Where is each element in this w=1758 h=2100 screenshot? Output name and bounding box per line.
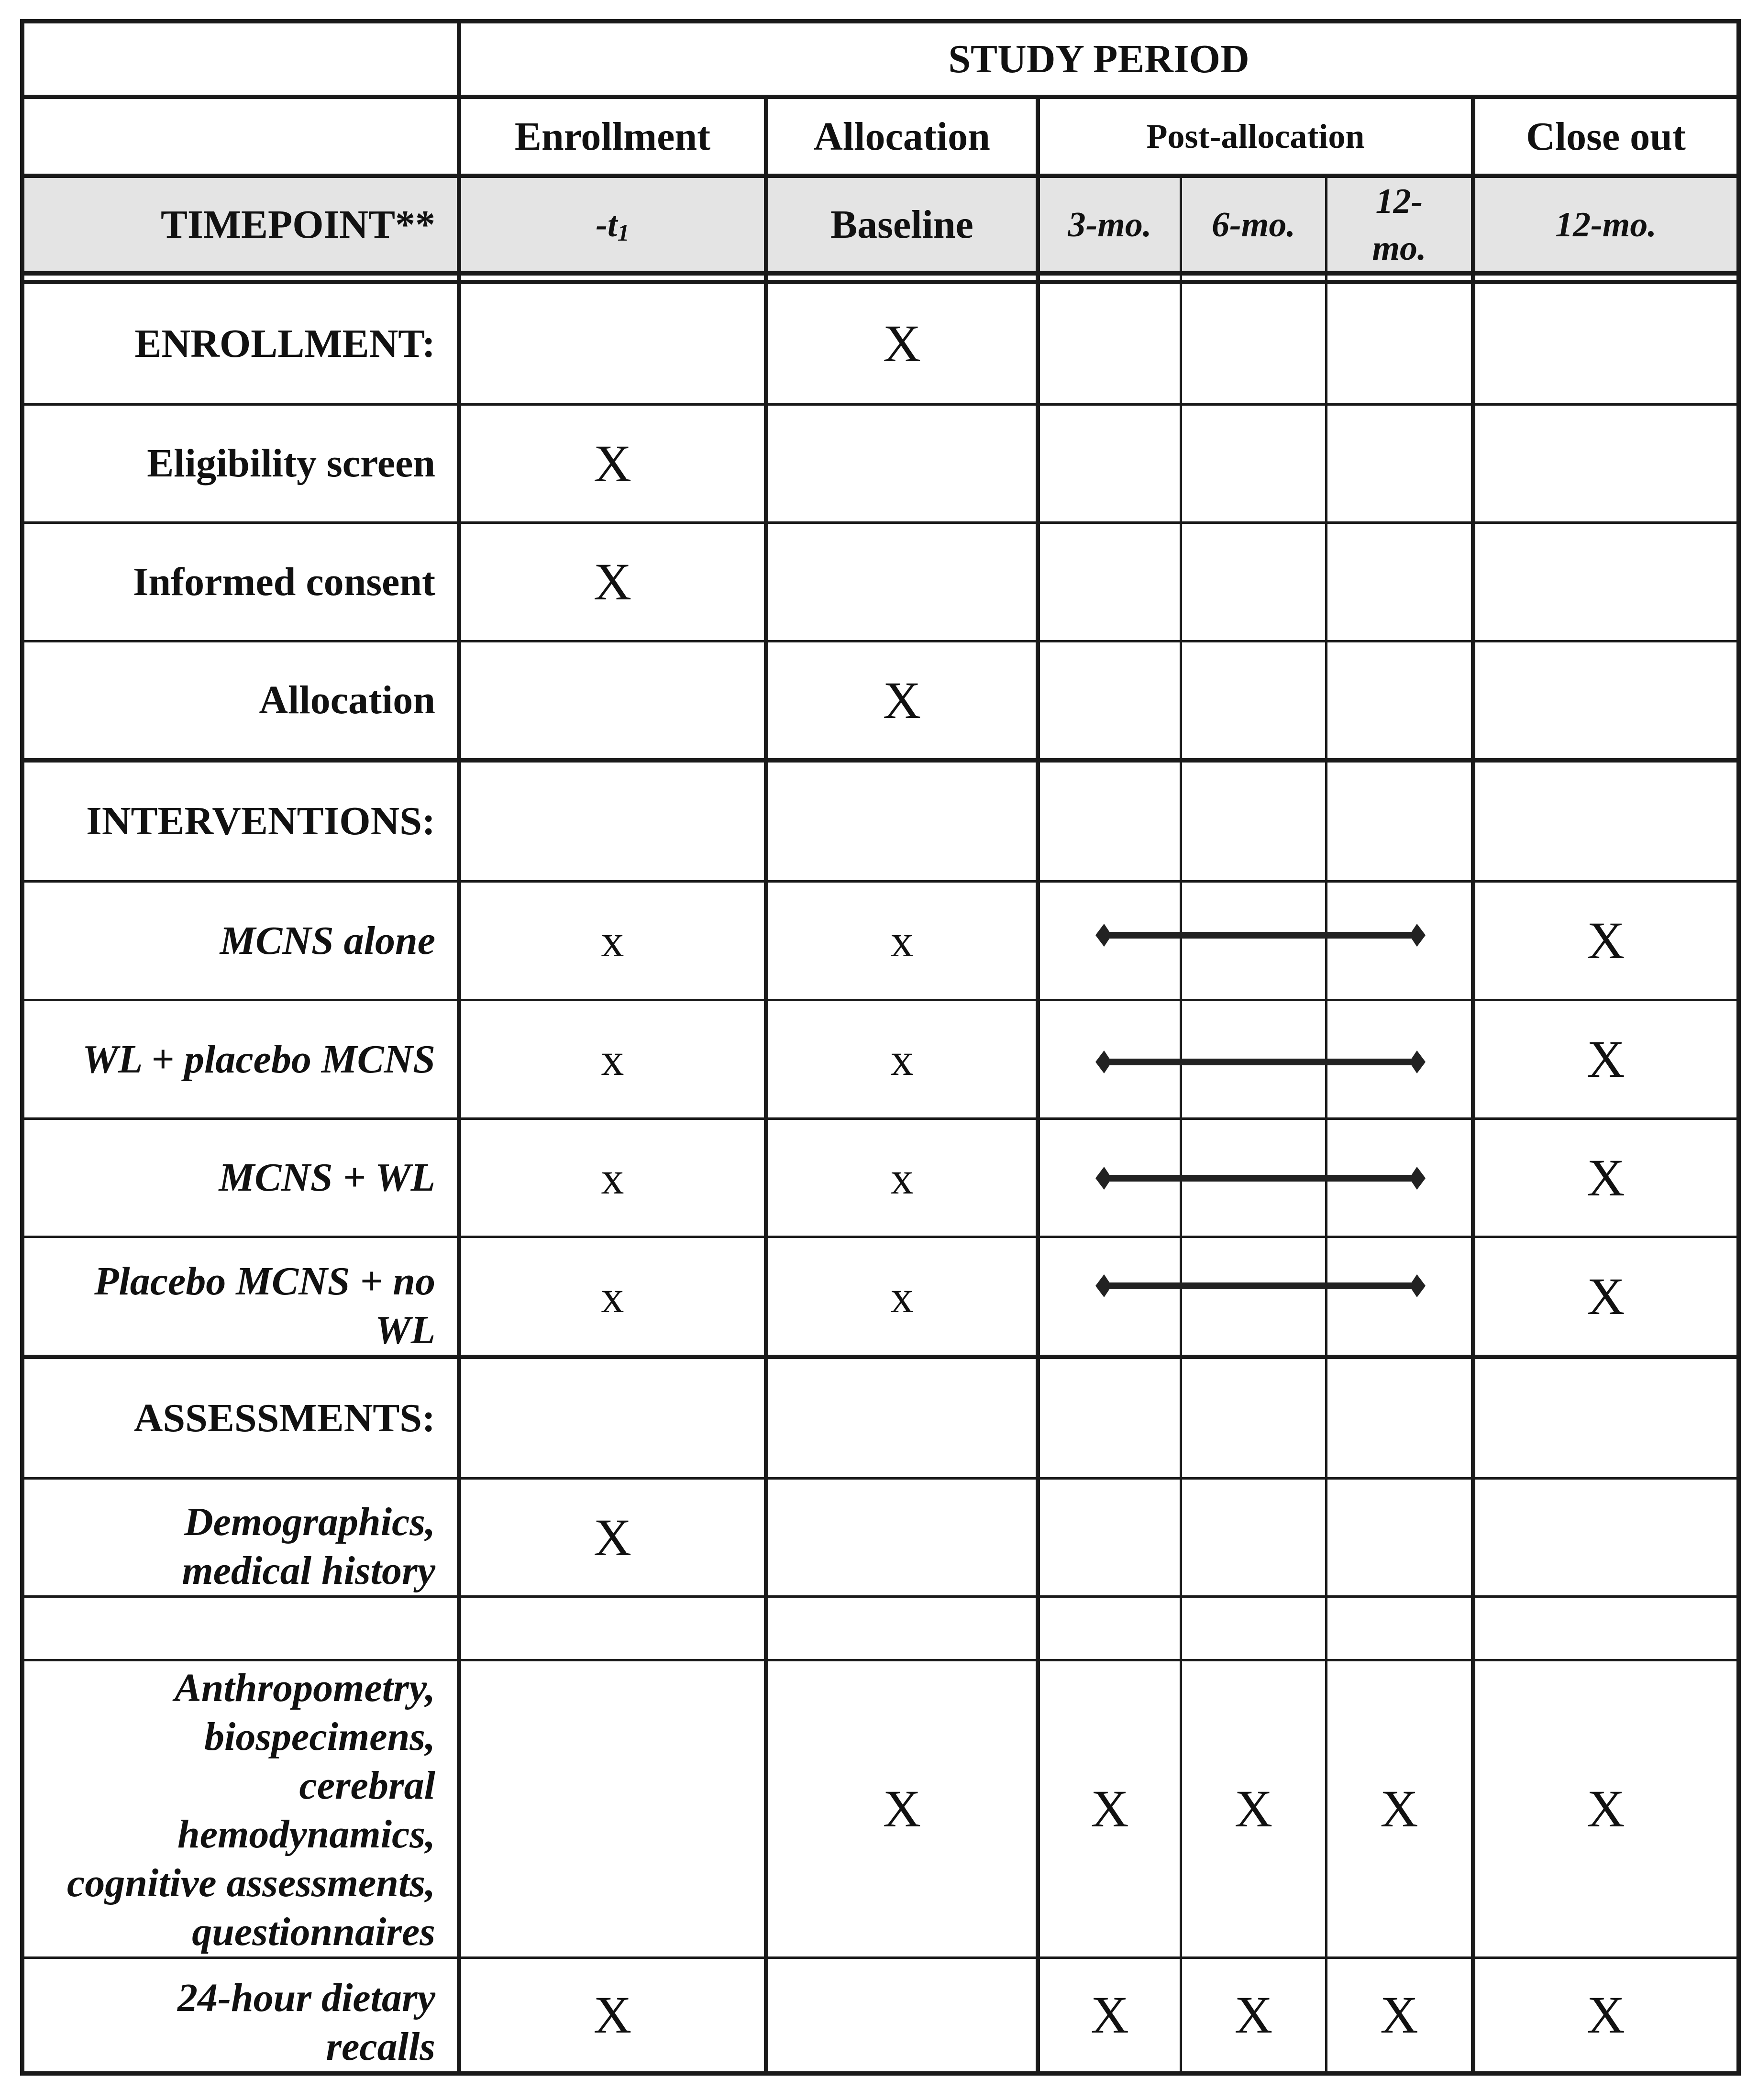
rule-col <box>1471 95 1475 2074</box>
row-label-anthropometry-line2: biospecimens, <box>204 1714 435 1759</box>
cell-mark: x <box>601 1271 624 1322</box>
timepoint-t1-subscript: 1 <box>617 219 630 246</box>
cell-mark: X <box>883 314 921 373</box>
row-label-dietary-recalls <box>29 1959 435 2071</box>
rule-phase <box>20 95 1741 99</box>
cell-mark: X <box>1091 1986 1129 2044</box>
timepoint-t1-prefix: -t <box>596 205 618 244</box>
phase-enrollment: Enrollment <box>514 114 711 159</box>
cell-mark: X <box>1091 1779 1129 1838</box>
timepoint-3mo: 3-mo. <box>1068 205 1152 244</box>
row-label-dietary-recalls-line2: recalls <box>326 2024 435 2069</box>
table-border-right <box>1736 22 1741 2074</box>
cell-mark: x <box>601 1152 624 1204</box>
cell-mark: X <box>1587 1779 1625 1838</box>
ongoing-intervention-arrow <box>1095 921 1426 950</box>
cell-mark: X <box>883 671 921 729</box>
row-label-placebo-nowl-line2: WL <box>375 1308 435 1352</box>
ongoing-intervention-arrow <box>1095 1164 1426 1193</box>
rule-double-b <box>20 280 1741 284</box>
cell-mark: X <box>1587 1148 1625 1207</box>
table-border-left <box>20 22 24 2074</box>
row-label-demographics-line1: Demographics, <box>184 1500 435 1544</box>
cell-mark: x <box>601 915 624 966</box>
cell-mark: x <box>601 1034 624 1085</box>
cell-mark: X <box>593 1986 632 2044</box>
rule-double-a <box>20 271 1741 276</box>
rule-section <box>20 758 1741 763</box>
timepoint-6mo: 6-mo. <box>1212 205 1295 244</box>
phase-post-allocation: Post-allocation <box>1146 117 1365 155</box>
timepoint-close-12mo: 12-mo. <box>1555 205 1657 244</box>
timepoint-12mo <box>1327 178 1471 271</box>
timepoint-t1 <box>461 178 764 271</box>
row-label-dietary-recalls-line1: 24-hour dietary <box>177 1976 435 2020</box>
cell-mark: X <box>1234 1986 1273 2044</box>
ongoing-intervention-arrow <box>1095 1048 1426 1076</box>
cell-mark: X <box>1380 1779 1418 1838</box>
rule-timepoint <box>20 174 1741 178</box>
row-label-interventions: INTERVENTIONS: <box>86 799 435 843</box>
cell-mark: X <box>883 1779 921 1838</box>
row-label-enrollment: ENROLLMENT: <box>134 321 435 366</box>
rule-col <box>457 22 461 2074</box>
row-label-anthropometry-line6: questionnaires <box>192 1910 435 1954</box>
row-label-assessments: ASSESSMENTS: <box>133 1395 435 1440</box>
row-label-anthropometry-line1: Anthropometry, <box>174 1666 435 1710</box>
cell-mark: X <box>1587 1030 1625 1088</box>
table-border-top <box>20 19 1741 23</box>
row-label-wl-placebo: WL + placebo MCNS <box>82 1037 435 1082</box>
cell-mark: x <box>890 1152 914 1204</box>
cell-mark: x <box>890 1271 914 1322</box>
cell-mark: x <box>890 915 914 966</box>
row-label-demographics-line2: medical history <box>182 1548 435 1593</box>
row-label-anthropometry <box>29 1661 435 1956</box>
timepoint-label: TIMEPOINT** <box>160 202 435 247</box>
cell-mark: X <box>1587 1986 1625 2044</box>
row-label-anthropometry-line4: hemodynamics, <box>177 1812 435 1857</box>
row-label-eligibility: Eligibility screen <box>147 441 435 486</box>
cell-mark: X <box>593 434 632 493</box>
rule-section <box>20 1355 1741 1359</box>
rule <box>20 1595 1741 1598</box>
timepoint-12mo-line2: mo. <box>1372 228 1426 268</box>
row-label-placebo-nowl-line1: Placebo MCNS + no <box>94 1259 435 1304</box>
row-label-placebo-nowl <box>29 1238 435 1355</box>
row-label-anthropometry-line5: cognitive assessments, <box>67 1861 435 1905</box>
cell-mark: X <box>1587 911 1625 970</box>
row-label-anthropometry-line3: cerebral <box>299 1763 435 1808</box>
row-label-demographics <box>29 1480 435 1595</box>
ongoing-intervention-arrow <box>1095 1271 1426 1300</box>
row-label-allocation: Allocation <box>259 678 435 722</box>
cell-mark: X <box>593 553 632 611</box>
row-label-mcns-alone: MCNS alone <box>220 918 435 963</box>
timepoint-12mo-line1: 12- <box>1375 181 1423 221</box>
table-border-bottom <box>20 2071 1741 2076</box>
cell-mark: X <box>1234 1779 1273 1838</box>
cell-mark: X <box>1587 1267 1625 1326</box>
phase-close-out: Close out <box>1526 114 1686 159</box>
row-label-consent: Informed consent <box>133 559 435 604</box>
cell-mark: X <box>593 1508 632 1567</box>
study-period-heading: STUDY PERIOD <box>948 37 1249 81</box>
rule-col <box>764 95 768 2074</box>
row-label-mcns-wl: MCNS + WL <box>219 1155 435 1200</box>
rule-col <box>1036 95 1040 2074</box>
phase-allocation: Allocation <box>814 114 990 159</box>
cell-mark: x <box>890 1034 914 1085</box>
timepoint-baseline: Baseline <box>830 202 973 247</box>
cell-mark: X <box>1380 1986 1418 2044</box>
